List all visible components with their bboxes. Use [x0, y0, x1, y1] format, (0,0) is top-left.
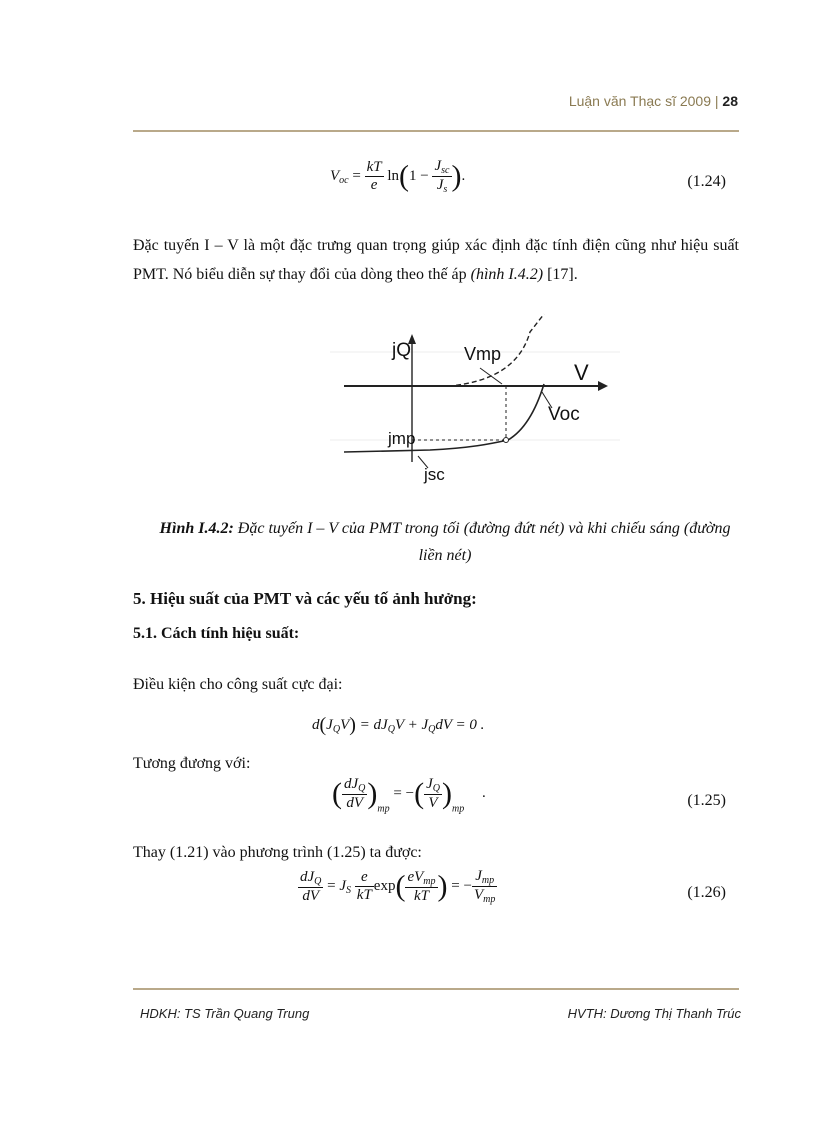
illuminated-curve	[344, 384, 544, 452]
thesis-title: Luận văn Thạc sĩ 2009 |	[568, 93, 719, 109]
label-jsc: jsc	[424, 465, 445, 484]
section-heading-5: 5. Hiệu suất của PMT và các yếu tố ảnh hưởng:	[133, 589, 477, 608]
label-v: V	[574, 360, 589, 385]
footer-student: HVTH: Dương Thị Thanh Trúc	[567, 1006, 741, 1021]
max-power-point	[504, 438, 509, 443]
header-rule	[133, 130, 739, 132]
equation-number-1-26: (1.26)	[687, 884, 726, 901]
label-jq: jQ	[392, 340, 411, 361]
equation-max-power: $d(J_QV) = dJ_QV + J_QdV = 0$ .	[312, 714, 485, 736]
equation-number-1-24: (1.24)	[687, 173, 726, 190]
text-equivalent: Tương đương với:	[133, 755, 251, 772]
paragraph-iv-characteristic: Đặc tuyến I – V là một đặc trưng quan trọng giúp xác định đặc tính điện cũng như hiệu suất PMT. Nó biểu diễn sự thay đổi của dòng theo thế áp (hình I.4.2) [17].	[133, 237, 739, 283]
figure-caption: Hình I.4.2: Đặc tuyến I – V của PMT trong tối (đường đứt nét) và khi chiếu sáng (đường liền nét)	[159, 520, 731, 564]
section-heading-5-1: 5.1. Cách tính hiệu suất:	[133, 625, 300, 642]
label-voc: Voc	[548, 404, 580, 425]
page-header	[569, 93, 738, 109]
equation-1-25: ( $\frac{dJ_Q}{dV}$ )$_{mp}$ = −( $\frac{J_Q}{V}$ )$_{mp}$ .	[332, 776, 486, 815]
page-number: 28	[722, 93, 738, 109]
equation-number-1-25: (1.25)	[687, 792, 726, 809]
equation-1-24: $V_{oc}$ = $\frac{kT}{e}$ ln(1 − $\frac{J_{sc}}{J_s}$ ).	[330, 158, 466, 195]
equation-1-26: $\frac{dJ_Q}{dV}$ = $J_S$ $\frac{e}{kT}$ exp( $\frac{eV_{mp}}{kT}$ ) = − $\frac{J_{mp}}{V_{mp}}$	[300, 868, 496, 905]
label-vmp: Vmp	[464, 344, 502, 364]
footer-advisor: HDKH: TS Trần Quang Trung	[140, 1006, 310, 1021]
label-jmp: jmp	[388, 429, 416, 448]
text-substitution: Thay (1.21) vào phương trình (1.25) ta được:	[133, 844, 422, 861]
dark-curve	[344, 314, 544, 386]
footer-rule	[133, 988, 739, 990]
iv-curve-figure	[330, 312, 620, 492]
text-max-power-condition: Điều kiện cho công suất cực đại:	[133, 676, 343, 693]
